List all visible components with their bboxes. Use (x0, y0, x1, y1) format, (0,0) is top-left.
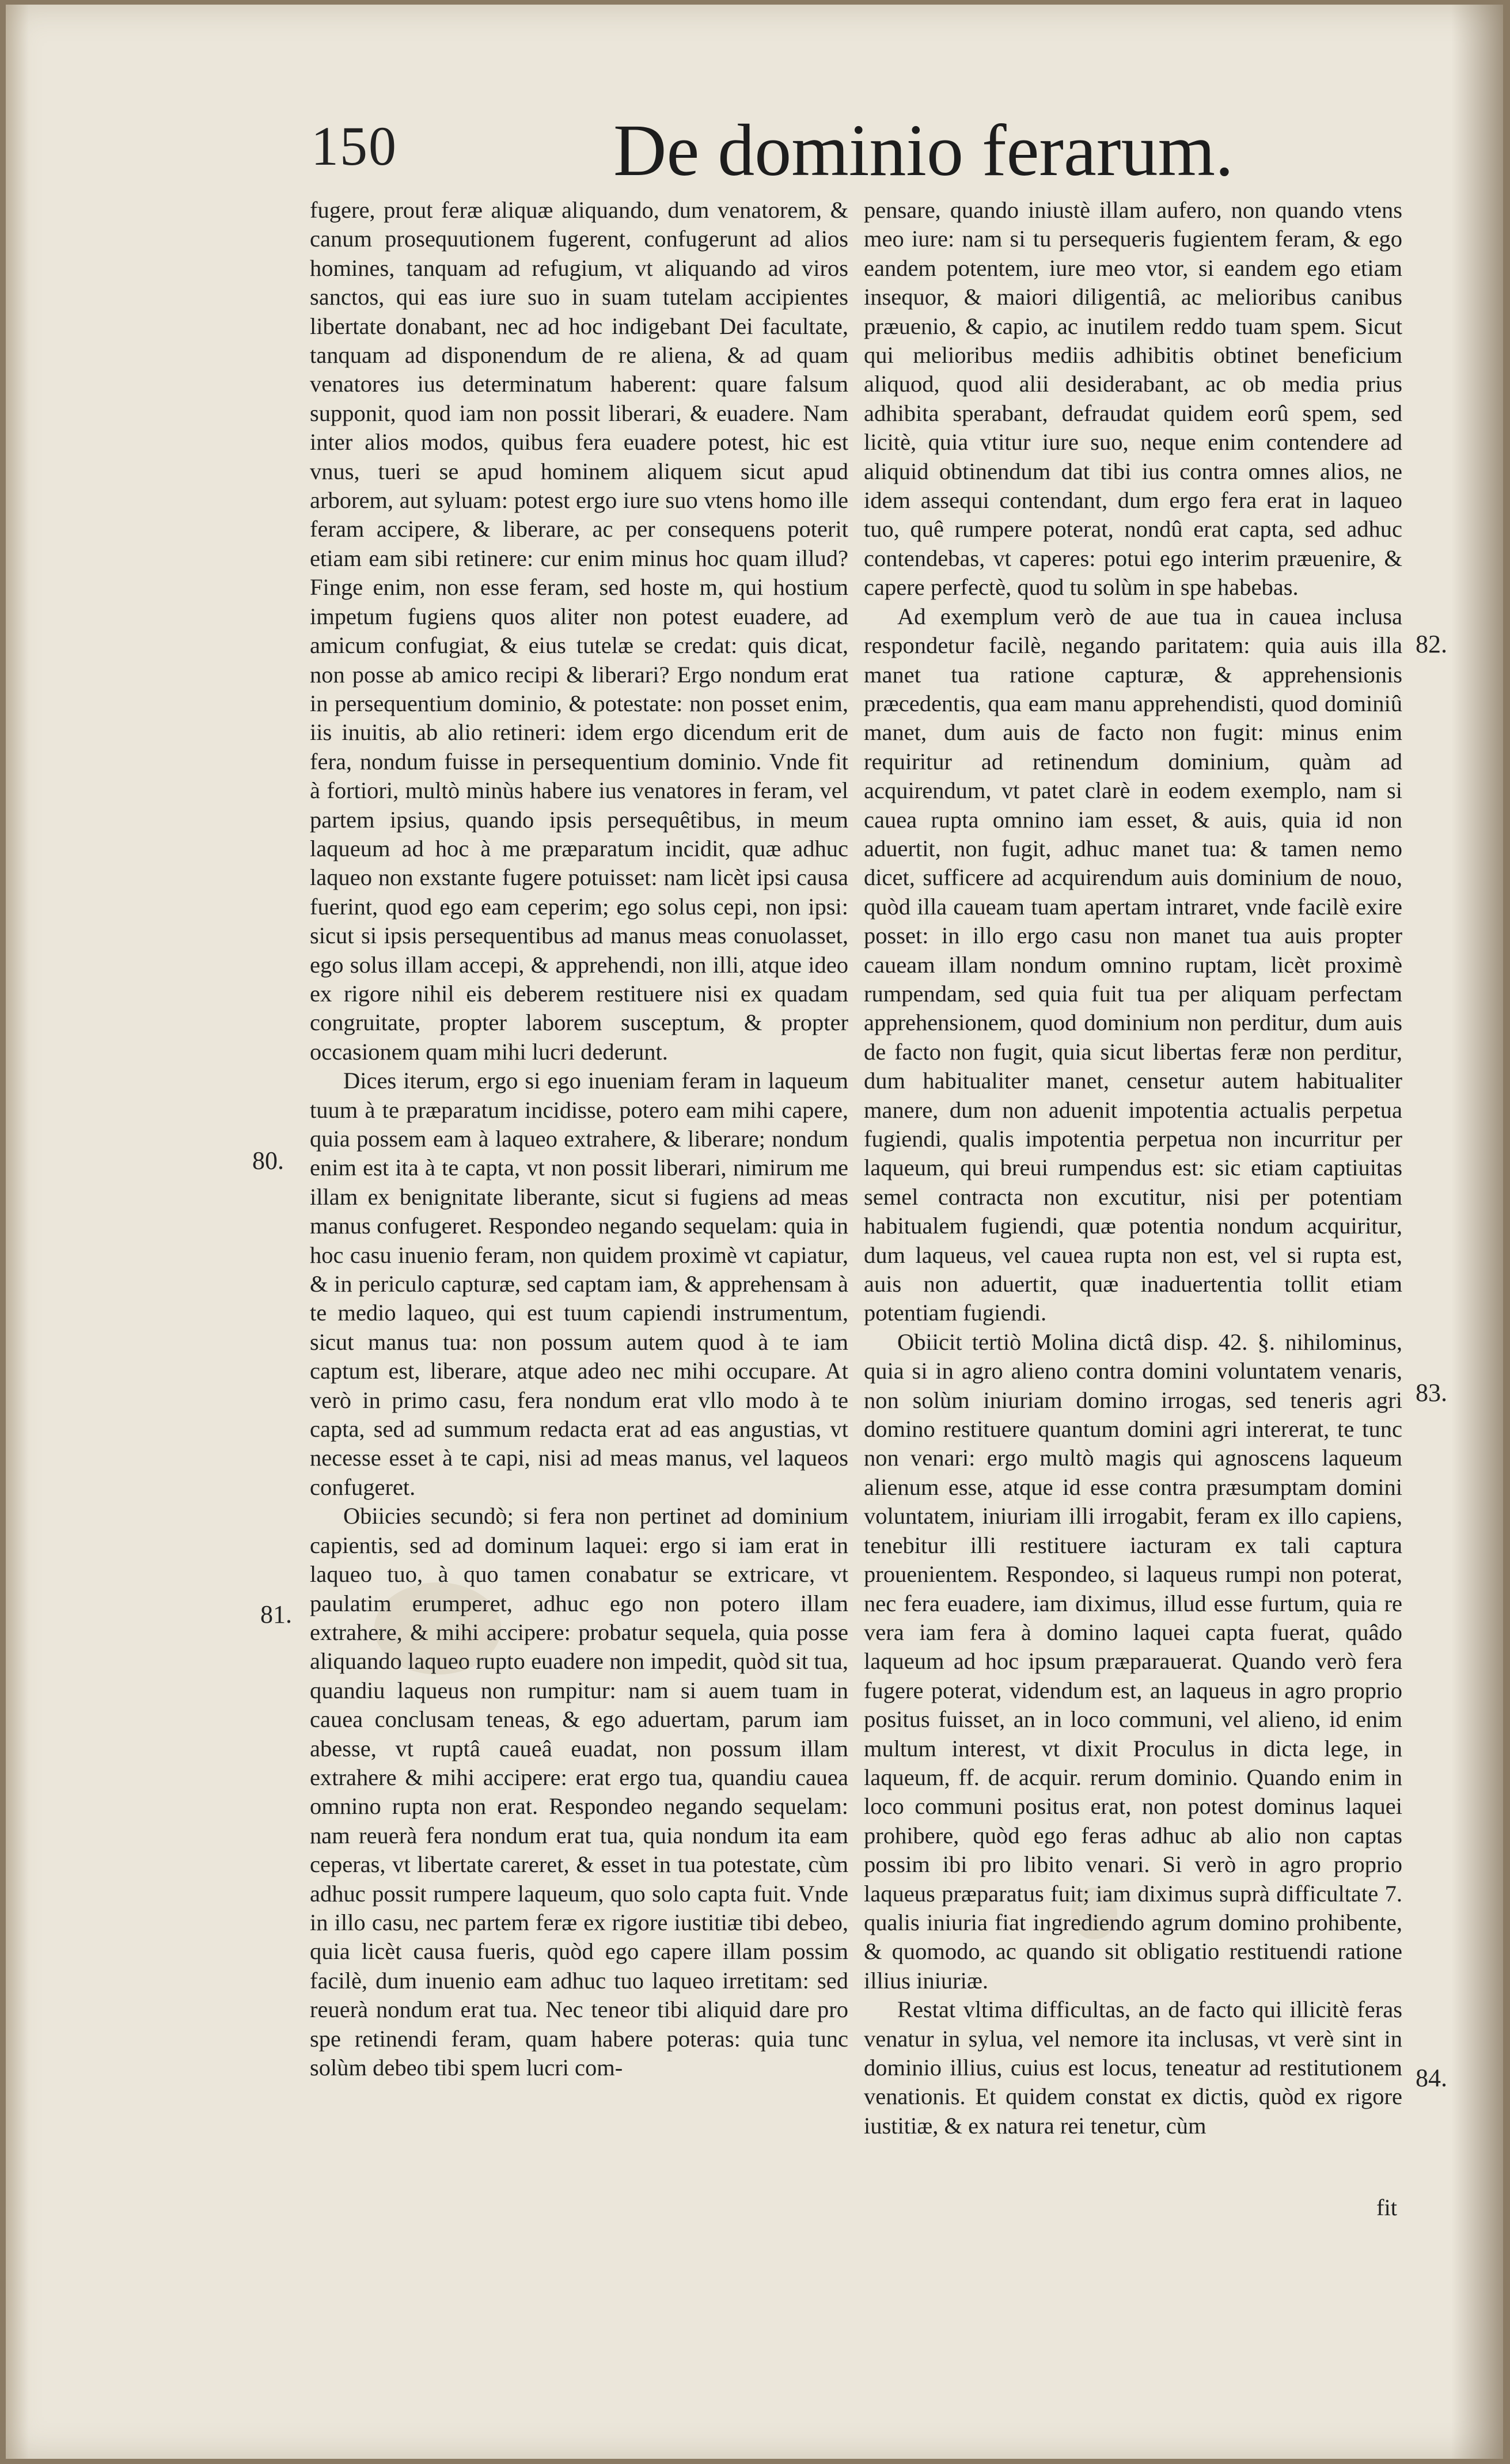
margin-number: 80. (252, 1146, 284, 1175)
right-column (864, 196, 1402, 2140)
paragraph: fugere, prout feræ aliquæ aliquando, dum venatorem, & canum prosequutionem fugerent, confugerunt ad alios homines, tanquam ad refugium, vt aliquando ad viros sanctos, qui eas iure suo in suam tutelam accipientes libertate donabant, nec ad hoc indigebant Dei facultate, tanquam ad disponendum de re aliena, & ad quam venatores ius determinatum haberent: quare falsum supponit, quod iam non possit liberari, & euadere. Nam inter alios modos, quibus fera euadere potest, hic est vnus, tueri se apud hominem aliquem sicut apud arborem, aut syluam: potest ergo iure suo vtens homo ille feram accipere, & liberare, ac per consequens poterit etiam eam sibi retinere: cur enim minus hoc quam illud? Finge enim, non esse feram, sed hoste m, qui hostium impetum fugiens quos aliter non potest euadere, ad amicum confugiat, & eius tutelæ se credat: quis dicat, non posse ab amico recipi & liberari? Ergo nondum erat in persequentium dominio, & potestate: non posset enim, iis inuitis, ab alio retineri: idem ergo dicendum erit de fera, nondum fuisse in persequentium dominio. Vnde fit à fortiori, multò minùs habere ius venatores in feram, vel partem ipsius, quando ipsis persequêtibus, in meum laqueum ad hoc à me præparatum incidit, quæ adhuc laqueo non exstante fugere potuisset: nam licèt ipsi causa fuerint, quod ego eam ceperim; ego solus cepi, non ipsi: sicut si ipsis persequentibus ad manus meas conuolasset, ego solus illam accepi, & apprehendi, non illi, atque ideo ex rigore nihil eis deberem restituere nisi ex quadam congruitate, propter laborem susceptum, & propter occasionem quam mihi lucri dederunt. (310, 197, 848, 1065)
paragraph: Obiicit tertiò Molina dictâ disp. 42. §. nihilominus, quia si in agro alieno contra domini voluntatem venaris, non solùm iniuriam domino irrogas, sed teneris agri domino restituere quantum domini agri intererat, te tunc non venari: ergo multò magis qui agnoscens laqueum alienum esse, atque id esse contra præsumptam domini voluntatem, iniuriam illi irrogabit, feram ex illo capiens, tenebitur illi restituere iacturam ex tali captura prouenientem. Respondeo, si laqueus rumpi non poterat, nec fera euadere, iam diximus, illud esse furtum, quia re vera iam fera à domino laquei capta fuerat, quâdo laqueum ad hoc ipsum præparauerat. Quando verò fera fugere poterat, videndum est, an laqueus in agro proprio positus fuisset, an in loco communi, vel alieno, id enim multum interest, vt dixit Proculus in dicta lege, in laqueum, ff. de acquir. rerum dominio. Quando enim in loco communi positus erat, non potest dominus laquei prohibere, quòd ego feras adhuc ab alio non captas possim ibi pro libito venari. Si verò in agro proprio laqueus præparatus fuit; iam diximus suprà difficultate 7. qualis iniuria fiat ingrediendo agrum domino prohibente, & quomodo, ac quando sit obligatio restituendi ratione illius iniuriæ. (864, 1328, 1402, 1994)
book-page (6, 5, 1503, 2459)
paragraph: Restat vltima difficultas, an de facto qui illicitè feras venatur in sylua, vel nemore ita inclusas, vt verè sint in dominio illius, cuius est locus, teneatur ad restitutionem venationis. Et quidem constat ex dictis, quòd ex rigore iustitiæ, & ex natura rei tenetur, cùm (864, 1996, 1402, 2139)
catchword: fit (1376, 2195, 1397, 2220)
page-number: 150 (311, 115, 397, 177)
page-header (311, 108, 1371, 195)
margin-number: 81. (260, 1600, 292, 1628)
margin-number: 84. (1416, 2064, 1447, 2092)
margin-number: 83. (1416, 1379, 1447, 1407)
running-title: De dominio ferarum. (613, 109, 1234, 191)
paragraph: Dices iterum, ergo si ego inueniam feram in laqueum tuum à te præparatum incidisse, potero eam mihi capere, quia possem eam à laqueo extrahere, & liberare; nondum enim est ita à te capta, vt non possit liberari, nimirum me illam ex benignitate liberante, sicut si fugiens ad meas manus confugeret. Respondeo negando sequelam: quia in hoc casu inuenio feram, non quidem proximè vt capiatur, & in periculo capturæ, sed captam iam, & apprehensam à te medio laqueo, qui est tuum capiendi instrumentum, sicut manus tua: non possum autem quod à te iam captum est, liberare, atque adeo nec mihi occupare. At verò in primo casu, fera nondum erat vllo modo à te capta, sed ad summum redacta erat ad eas angustias, vt necesse esset à te capi, nisi ad meas manus, vel laqueos confugeret. (310, 1068, 848, 1500)
margin-number: 82. (1416, 630, 1447, 658)
paragraph: pensare, quando iniustè illam aufero, non quando vtens meo iure: nam si tu persequeris fugientem feram, & ego eandem potentem, iure meo vtor, si eandem ego etiam insequor, & maiori diligentiâ, ac melioribus canibus præuenio, & capio, ac inutilem reddo tuam spem. Sicut qui melioribus mediis adhibitis obtinet beneficium aliquod, quod alii desiderabant, ac ob media prius adhibita sperabant, defraudat quidem eorû spem, sed licitè, quia vtitur iure suo, neque enim contendere ad aliquid obtinendum dat tibi ius contra omnes alios, ne idem assequi contendant, dum ergo fera erat in laqueo tuo, quê rumpere poterat, nondû erat capta, sed adhuc contendebas, vt caperes: potui ego interim præuenire, & capere perfectè, quod tu solùm in spe habebas. (864, 197, 1402, 601)
paragraph: Obiicies secundò; si fera non pertinet ad dominium capientis, sed ad dominum laquei: ergo si iam erat in laqueo tuo, à quo tamen conabatur se extricare, vt paulatim erumperet, adhuc ego non potero illam extrahere, & mihi accipere: probatur sequela, quia posse aliquando laqueo rupto euadere non impedit, quòd sit tua, quandiu laqueus non rumpitur: nam si auem tuam in cauea conclusam teneas, & ego aduertam, parum iam abesse, vt ruptâ caueâ euadat, non possum illam extrahere & mihi accipere: erat ergo tua, quandiu cauea omnino rupta non erat. Respondeo negando sequelam: nam reuerà fera nondum erat tua, quia nondum ita eam ceperas, vt libertate careret, & esset in tua potestate, cùm adhuc possit rumpere laqueum, quo solo capta fuit. Vnde in illo casu, nec partem feræ ex rigore iustitiæ tibi debeo, quia licèt causa fueris, quòd ego capere illam possim facilè, dum inuenio eam adhuc tuo laqueo irretitam: sed reuerà nondum erat tua. Nec teneor tibi aliquid dare pro spe retinendi feram, quam habere poteras: quia tunc solùm debeo tibi spem lucri com- (310, 1503, 848, 2080)
paragraph: Ad exemplum verò de aue tua in cauea inclusa respondetur facilè, negando paritatem: quia auis illa manet tua ratione capturæ, & apprehensionis præcedentis, qua eam manu apprehendisti, quod dominiû manet, dum auis de facto non fugit: minus enim requiritur ad retinendum dominium, quàm ad acquirendum, vt patet clarè in eodem exemplo, nam si cauea rupta omnino iam esset, & auis, quia id non aduertit, non fugit, adhuc manet tua: & tamen nemo dicet, sufficere ad acquirendum auis dominium de nouo, quòd illa caueam tuam apertam intraret, vnde facilè exire posset: in illo ergo casu non manet tua auis propter caueam illam nondum omnino ruptam, licèt proximè rumpendam, sed quia fuit tua per aliquam perfectam apprehensionem, quod dominium non perditur, dum auis de facto non fugit, quia sicut libertas feræ non perditur, dum habitualiter manet, censetur autem habitualiter manere, dum non aduenit impotentia actualis perpetua fugiendi, qualis impotentia perpetua non incurritur per laqueum, qui breui rumpendus est: sic etiam captiuitas semel contracta non excutitur, nisi per potentiam habitualem fugiendi, quæ potentia nondum acquiritur, dum laqueus, vel cauea rupta non est, vel si rupta est, auis non aduertit, quæ inaduertentia tollit etiam potentiam fugiendi. (864, 603, 1402, 1326)
left-column (310, 196, 848, 2082)
